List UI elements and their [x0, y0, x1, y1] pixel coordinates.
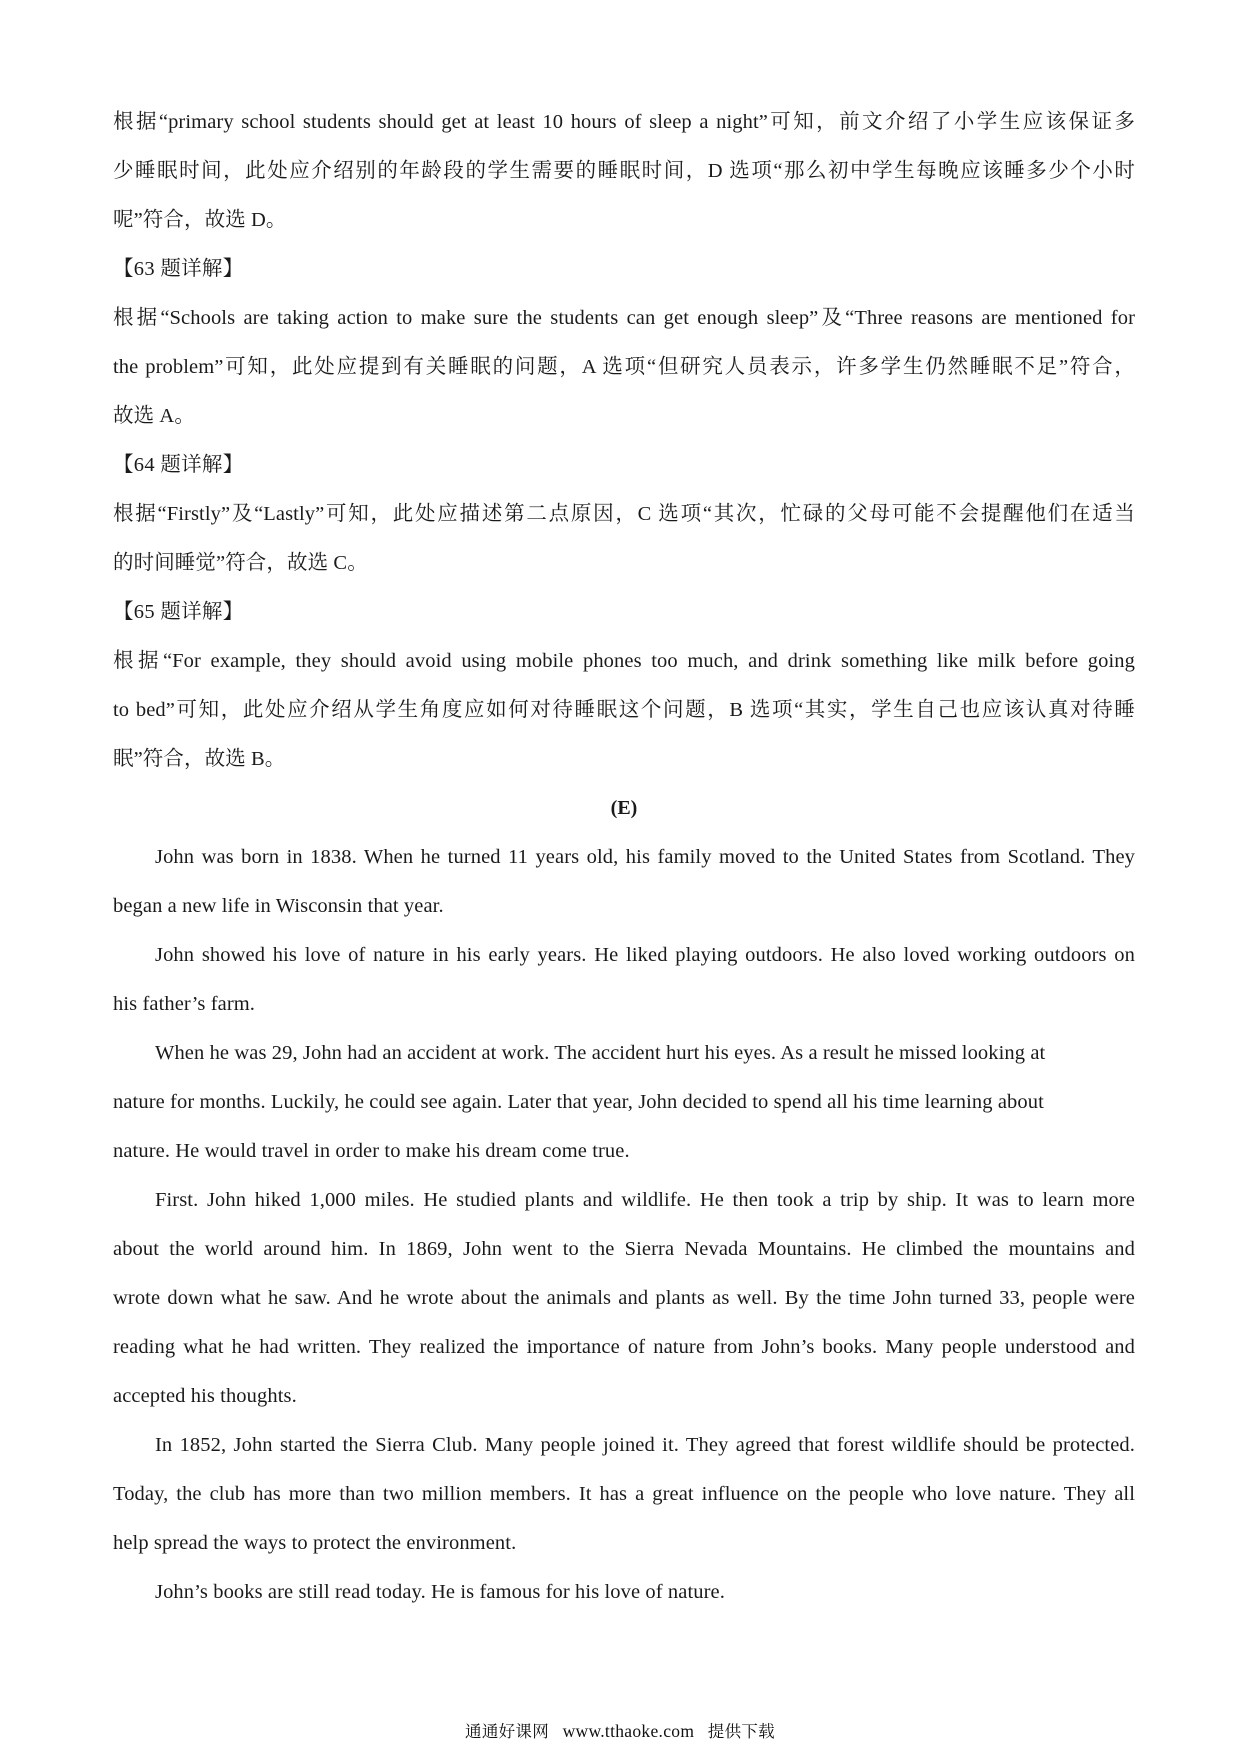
- q63-explanation: [113, 294, 1135, 441]
- q62-explanation: [113, 98, 1135, 245]
- footer-url[interactable]: www.tthaoke.com: [562, 1721, 695, 1741]
- text-line: 故选 A。: [113, 405, 195, 427]
- text-line: to bed”可知，此处应介绍从学生角度应如何对待睡眠这个问题，B 选项“其实，学生自己也应该认真对待睡: [113, 699, 1135, 721]
- text-line: accepted his thoughts.: [113, 1385, 297, 1407]
- text-line: reading what he had written. They realized the importance of nature from John’s books. Many people understood and: [113, 1336, 1135, 1358]
- text-line: In 1852, John started the Sierra Club. Many people joined it. They agreed that forest wildlife should be protected.: [155, 1434, 1135, 1456]
- text-line: John was born in 1838. When he turned 11 years old, his family moved to the United States from Scotland. They: [155, 846, 1135, 868]
- document-body: [113, 98, 1135, 1617]
- q64-heading: 【64 题详解】: [113, 454, 244, 476]
- footer-suffix: 提供下载: [707, 1722, 775, 1741]
- text-line: 眠”符合，故选 B。: [113, 748, 286, 770]
- passage-paragraph-1: [113, 833, 1135, 931]
- text-line: First. John hiked 1,000 miles. He studied plants and wildlife. He then took a trip by ship. It was to learn more: [155, 1189, 1135, 1211]
- text-line: 根据“Schools are taking action to make sure the students can get enough sleep”及“Three reasons are mentioned for: [113, 307, 1135, 329]
- text-line: began a new life in Wisconsin that year.: [113, 895, 444, 917]
- passage-paragraph-4: [113, 1176, 1135, 1421]
- text-line: wrote down what he saw. And he wrote about the animals and plants as well. By the time John turned 33, people were: [113, 1287, 1135, 1309]
- q65-heading: 【65 题详解】: [113, 601, 244, 623]
- text-line: help spread the ways to protect the environment.: [113, 1532, 517, 1554]
- text-line: nature for months. Luckily, he could see again. Later that year, John decided to spend all his time learning about: [113, 1091, 1044, 1113]
- q65-explanation: [113, 637, 1135, 784]
- text-line: John showed his love of nature in his early years. He liked playing outdoors. He also loved working outdoors on: [155, 944, 1135, 966]
- text-line: nature. He would travel in order to make his dream come true.: [113, 1140, 630, 1162]
- passage-paragraph-5: [113, 1421, 1135, 1568]
- page-footer: [0, 1718, 1240, 1742]
- text-line: 的时间睡觉”符合，故选 C。: [113, 552, 368, 574]
- passage-paragraph-2: [113, 931, 1135, 1029]
- text-line: 呢”符合，故选 D。: [113, 209, 287, 231]
- passage-paragraph-6: [113, 1568, 1135, 1617]
- passage-paragraph-3: [113, 1029, 1135, 1176]
- text-line: the problem”可知，此处应提到有关睡眠的问题，A 选项“但研究人员表示，许多学生仍然睡眠不足”符合，: [113, 356, 1135, 378]
- text-line: 根据“Firstly”及“Lastly”可知，此处应描述第二点原因，C 选项“其次，忙碌的父母可能不会提醒他们在适当: [113, 503, 1135, 525]
- footer-site-name: 通通好课网: [465, 1722, 550, 1741]
- text-line: about the world around him. In 1869, John went to the Sierra Nevada Mountains. He climbed the mountains and: [113, 1238, 1135, 1260]
- text-line: 根据“primary school students should get at least 10 hours of sleep a night”可知，前文介绍了小学生应该保证多: [113, 111, 1135, 133]
- text-line: John’s books are still read today. He is famous for his love of nature.: [155, 1581, 725, 1603]
- text-line: Today, the club has more than two million members. It has a great influence on the people who love nature. They all: [113, 1483, 1135, 1505]
- text-line: When he was 29, John had an accident at work. The accident hurt his eyes. As a result he missed looking at: [155, 1042, 1046, 1064]
- text-line: his father’s farm.: [113, 993, 256, 1015]
- q63-heading: 【63 题详解】: [113, 258, 244, 280]
- text-line: 根据“For example, they should avoid using mobile phones too much, and drink something like milk before going: [113, 650, 1135, 672]
- passage-e-title: (E): [610, 797, 638, 819]
- q64-explanation: [113, 490, 1135, 588]
- text-line: 少睡眠时间，此处应介绍别的年龄段的学生需要的睡眠时间，D 选项“那么初中学生每晚应该睡多少个小时: [113, 160, 1135, 182]
